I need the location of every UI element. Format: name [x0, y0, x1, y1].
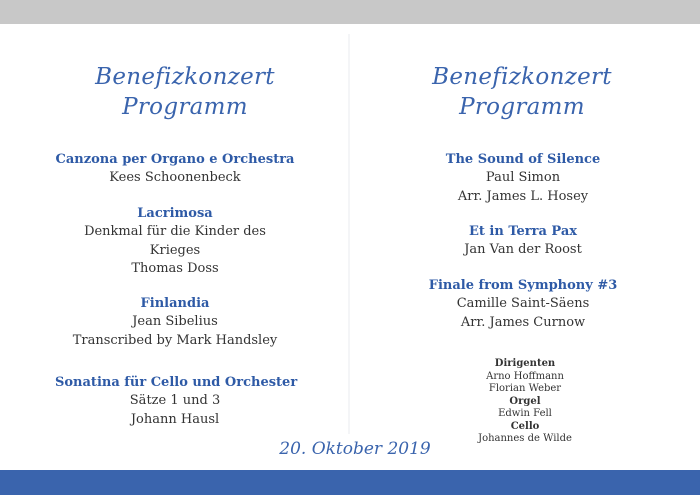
piece-composer: Paul Simon [485, 170, 561, 185]
program-piece [55, 374, 298, 429]
piece-arranger: Arr. James L. Hosey [457, 188, 589, 204]
header-title: Benefizkonzert [95, 64, 275, 90]
piece-composer: Thomas Doss [131, 261, 219, 276]
piece-composer: Johann Hausl [130, 411, 220, 427]
concert-date: 20. Oktober 2019 [279, 439, 431, 459]
piece-subtitle: Denkmal für die Kinder des [84, 224, 266, 239]
piece-title: Et in Terra Pax [468, 224, 578, 239]
program-piece [55, 295, 295, 350]
piece-subtitle: Krieges [149, 242, 201, 258]
piece-composer: Jan Van der Roost [464, 242, 582, 257]
piece-composer: Kees Schoonenbeck [109, 170, 241, 185]
piece-movements: Sätze 1 und 3 [129, 393, 221, 408]
piece-title: Sonatina für Cello und Orchester [55, 375, 298, 390]
conductor-name: Florian Weber [488, 383, 562, 394]
piece-title: Canzona per Organo e Orchestra [55, 152, 295, 167]
header-subtitle: Programm [459, 94, 585, 120]
header-title: Benefizkonzert [432, 64, 612, 90]
piece-title: The Sound of Silence [445, 152, 601, 167]
program-piece [55, 205, 295, 279]
performer-credits [470, 358, 580, 446]
organ-label: Orgel [509, 395, 541, 407]
conductor-name: Arno Hoffmann [486, 370, 564, 382]
left-program [55, 0, 298, 470]
piece-composer: Camille Saint-Säens [456, 296, 590, 311]
piece-title: Finlandia [140, 296, 210, 311]
program-piece [408, 277, 638, 332]
cellist-name: Johannes de Wilde [478, 433, 572, 444]
piece-title: Finale from Symphony #3 [428, 278, 618, 293]
organist-name: Edwin Fell [498, 408, 552, 419]
program-piece [408, 223, 638, 260]
piece-arranger: Transcribed by Mark Handsley [72, 332, 278, 348]
header-subtitle: Programm [122, 94, 248, 120]
piece-arranger: Arr. James Curnow [460, 314, 586, 330]
conductors-label: Dirigenten [494, 358, 556, 369]
program-piece [55, 151, 295, 188]
cello-label: Cello [510, 420, 540, 432]
piece-composer: Jean Sibelius [132, 314, 218, 329]
page-fold [348, 34, 350, 434]
bottom-blue-bar [0, 470, 700, 495]
piece-title: Lacrimosa [137, 206, 213, 221]
program-piece [408, 151, 638, 206]
